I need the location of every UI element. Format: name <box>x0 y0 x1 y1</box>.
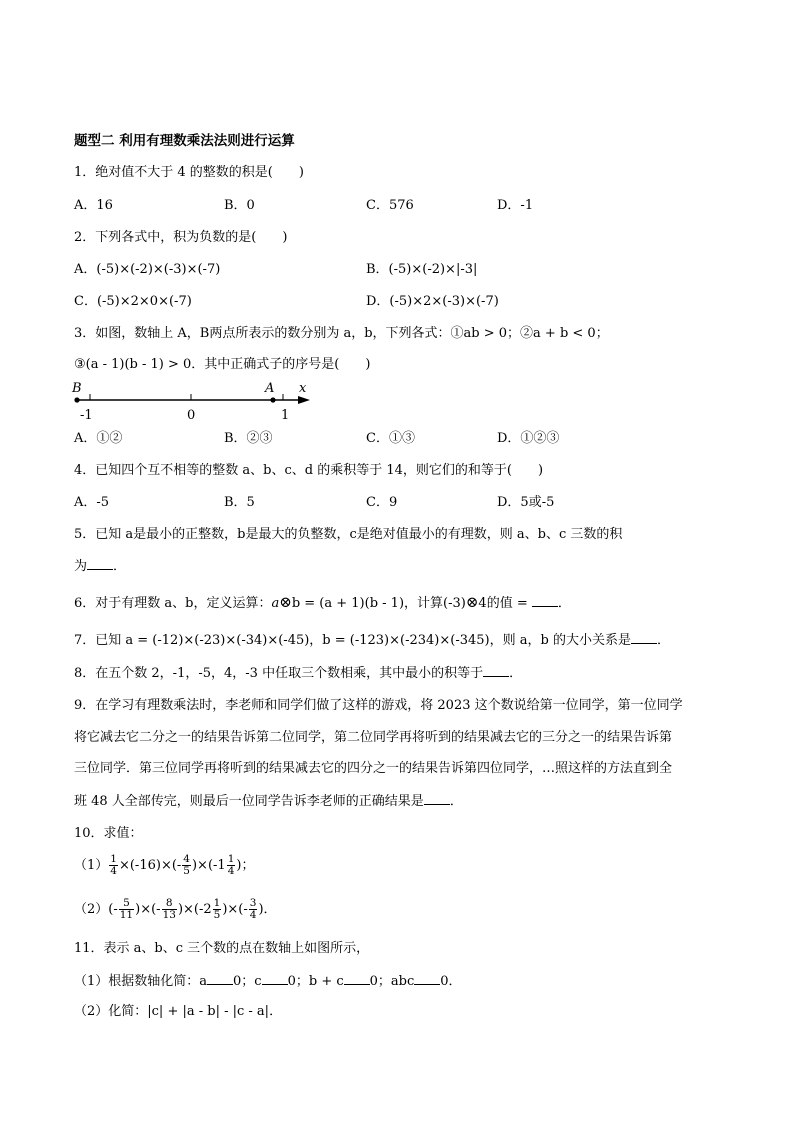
q10-p2-label: （2） <box>74 902 109 917</box>
q1-option-c: C．576 <box>366 198 414 213</box>
otimes-icon: ⊗ <box>279 593 292 611</box>
q1-option-d: D．-1 <box>497 198 534 213</box>
q11-p1-seg2: 0；b + c <box>287 974 344 989</box>
q3-number-line <box>68 378 328 426</box>
q6-tail: 4的值 = <box>478 596 528 611</box>
question-9-line3: 三位同学．第三位同学再将听到的结果减去它的四分之一的结果告诉第四位同学，…照这样的方法直到全 <box>74 761 673 776</box>
q10-p1-label: （1） <box>74 858 109 873</box>
q5-line2-suffix: ． <box>113 559 127 574</box>
question-5-line2 <box>74 557 126 576</box>
fraction: $\frac{1}{5}$ <box>213 897 221 921</box>
q1-option-a: A．16 <box>74 198 113 213</box>
question-11-part1 <box>74 972 462 991</box>
q10-p2-start: (- <box>108 902 118 917</box>
q10-p1-mid: ×(-16)×(- <box>118 858 182 873</box>
question-7 <box>74 631 670 650</box>
q5-answer-blank <box>87 557 113 570</box>
q8-end: ． <box>509 666 523 681</box>
q7-end: ． <box>656 633 670 648</box>
q7-text: 7．已知 a = (-12)×(-23)×(-34)×(-45)，b = (-123)×(-234)×(-345)，则 a，b 的大小关系是 <box>74 633 631 648</box>
q10-part1 <box>74 854 254 877</box>
q5-line2-prefix: 为 <box>74 559 88 574</box>
q10-p2-mid: )×(- <box>135 902 161 917</box>
tick-label-1: 1 <box>281 408 290 423</box>
q1-option-b: B．0 <box>224 198 255 213</box>
q10-p1-end: )； <box>236 858 255 873</box>
otimes-icon: ⊗ <box>465 593 479 611</box>
q3-option-c: C．①③ <box>366 431 415 446</box>
q2-option-b: B．(-5)×(-2)×|-3| <box>366 262 478 277</box>
question-9-line1: 9．在学习有理数乘法时，李老师和同学们做了这样的游戏，将 2023 这个数说给第一位同学，第一位同学 <box>74 698 683 713</box>
question-9-line4 <box>74 792 463 811</box>
q11-p1-prefix: （1）根据数轴化简：a <box>74 974 208 989</box>
q8-answer-blank <box>483 664 509 677</box>
fraction: $\frac{1}{4}$ <box>227 853 235 877</box>
fraction: $\frac{1}{4}$ <box>110 853 117 877</box>
tick-label-neg1: -1 <box>80 408 93 423</box>
q2-option-d: D．(-5)×2×(-3)×(-7) <box>366 294 499 309</box>
q11-blank-4 <box>414 972 440 985</box>
tick-label-0: 0 <box>187 408 196 423</box>
question-8 <box>74 664 522 683</box>
question-1-stem: 1．绝对值不大于 4 的整数的积是( ) <box>74 165 304 180</box>
question-3-stem-line2: ③(a - 1)(b - 1) > 0．其中正确式子的序号是( ) <box>74 357 371 372</box>
q7-answer-blank <box>631 631 657 644</box>
point-a-dot <box>270 397 275 402</box>
q2-option-a: A．(-5)×(-2)×(-3)×(-7) <box>74 262 221 277</box>
q3-option-d: D．①②③ <box>497 431 560 446</box>
q11-p1-seg3: 0；abc <box>369 974 415 989</box>
q4-option-a: A．-5 <box>74 495 110 510</box>
point-b-dot <box>74 397 79 402</box>
q6-a: a <box>271 596 280 611</box>
q11-blank-2 <box>262 972 288 985</box>
q10-p2-end: )． <box>258 902 277 917</box>
section-title: 题型二 利用有理数乘法法则进行运算 <box>74 133 295 149</box>
q3-option-a: A．①② <box>74 431 123 446</box>
q4-option-b: B．5 <box>224 495 255 510</box>
question-9-line2: 将它减去它二分之一的结果告诉第二位同学，第二位同学再将听到的结果减去它的三分之一的结果告诉第 <box>74 730 673 745</box>
question-2-stem: 2．下列各式中，积为负数的是( ) <box>74 230 288 245</box>
question-6 <box>74 594 571 613</box>
q8-text: 8．在五个数 2，-1，-5，4，-3 中任取三个数相乘，其中最小的积等于 <box>74 666 484 681</box>
fraction: $\frac{8}{13}$ <box>162 897 176 921</box>
q11-blank-3 <box>344 972 370 985</box>
q10-p2-mid3: )×(- <box>222 902 248 917</box>
question-5-line1: 5．已知 a是最小的正整数，b是最大的负整数，c是绝对值最小的有理数，则 a、b、c 三数的积 <box>74 527 623 542</box>
question-3-stem-line1: 3．如图，数轴上 A，B两点所表示的数分别为 a，b，下列各式：①ab > 0；②a + b < 0； <box>74 326 609 341</box>
fraction: $\frac{5}{11}$ <box>119 897 134 921</box>
q6-end: ． <box>557 596 571 611</box>
q4-option-d: D．5或-5 <box>497 495 555 510</box>
q9-answer-blank <box>424 792 450 805</box>
q10-p2-mid2: )×(-2 <box>177 902 212 917</box>
question-11-part2: （2）化简：|c| + |a - b| - |c - a|． <box>74 1004 283 1019</box>
q6-answer-blank <box>532 594 558 607</box>
fraction: $\frac{3}{4}$ <box>249 897 257 921</box>
q9-line4-prefix: 班 48 人全部传完，则最后一位同学告诉李老师的正确结果是 <box>74 794 424 809</box>
point-a-label: A <box>265 381 275 396</box>
q10-p1-mid2: )×(-1 <box>191 858 226 873</box>
q6-prefix: 6．对于有理数 a、b，定义运算： <box>74 596 272 611</box>
q2-option-c: C．(-5)×2×0×(-7) <box>74 294 192 309</box>
axis-x-label: x <box>299 381 307 396</box>
q9-line4-end: ． <box>449 794 463 809</box>
q6-def: b = (a + 1)(b - 1)，计算(-3) <box>291 596 466 611</box>
q10-part2 <box>74 898 277 921</box>
q4-option-c: C．9 <box>366 495 398 510</box>
question-11-stem: 11．表示 a、b、c 三个数的点在数轴上如图所示， <box>74 941 370 956</box>
q11-p1-seg1: 0；c <box>233 974 262 989</box>
point-b-label: B <box>72 381 82 396</box>
fraction: $\frac{4}{5}$ <box>183 853 190 877</box>
q3-option-b: B．②③ <box>224 431 273 446</box>
q11-blank-1 <box>207 972 233 985</box>
question-4-stem: 4．已知四个互不相等的整数 a、b、c、d 的乘积等于 14，则它们的和等于( ) <box>74 463 544 478</box>
question-10-stem: 10．求值： <box>74 826 143 841</box>
q11-p1-end: 0． <box>440 974 462 989</box>
